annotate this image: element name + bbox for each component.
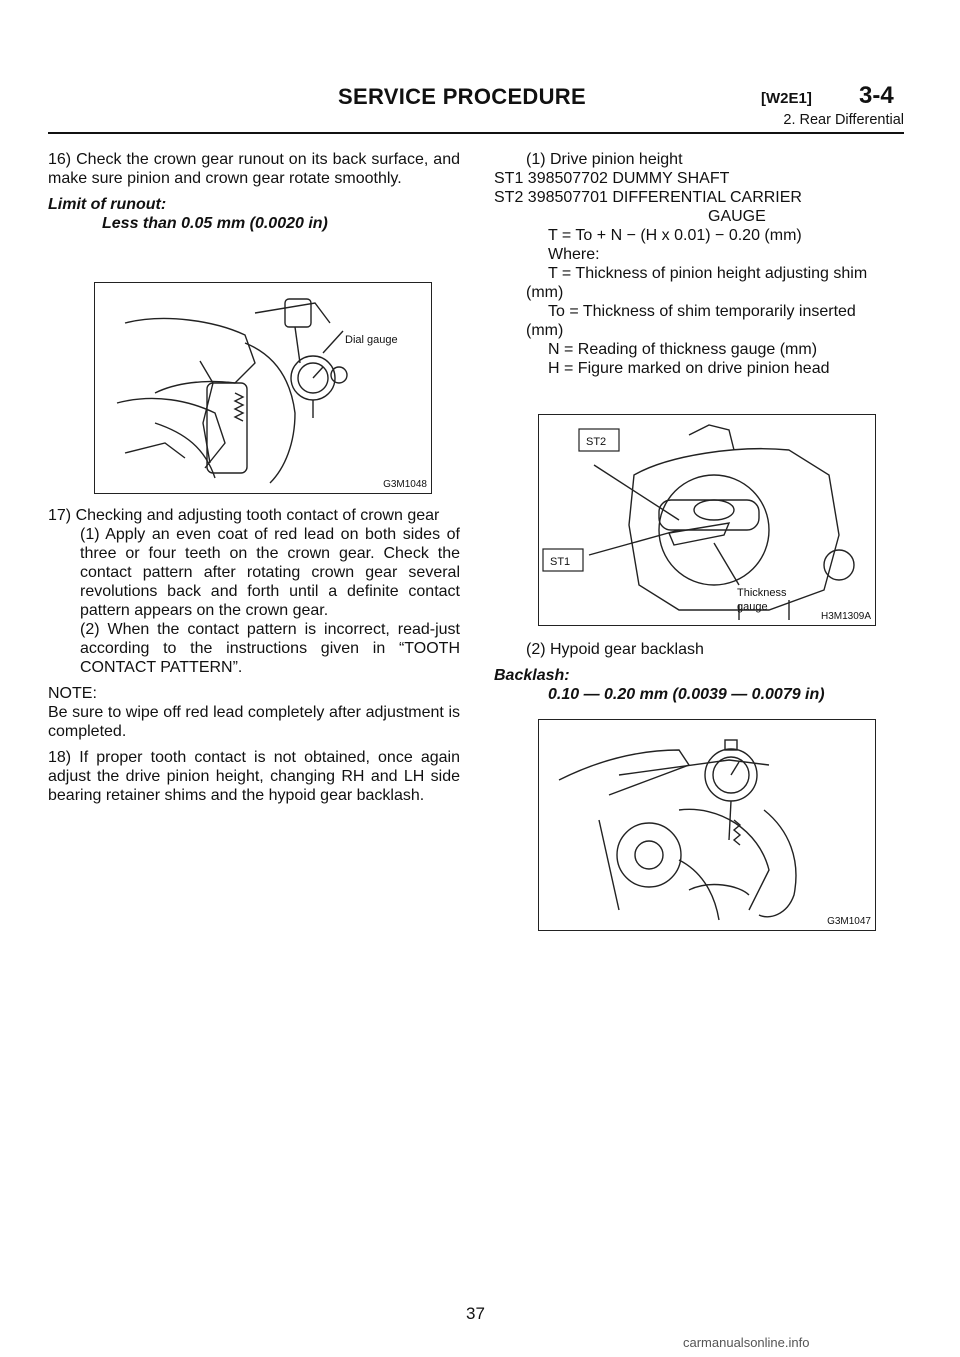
page-subtitle: 2. Rear Differential — [783, 112, 904, 128]
st1-label: ST1 — [550, 556, 571, 568]
special-tool-2-cont: GAUGE — [708, 208, 766, 225]
runout-value: Less than 0.05 mm (0.0020 in) — [102, 215, 328, 232]
section-code: [W2E1] — [761, 90, 812, 107]
figure-backlash — [538, 719, 876, 931]
watermark: carmanualsonline.info — [683, 1335, 810, 1350]
special-tool-1: ST1 398507702 DUMMY SHAFT — [494, 170, 730, 187]
special-tool-2: ST2 398507701 DIFFERENTIAL CARRIER — [494, 189, 802, 206]
left-column-lower — [48, 506, 460, 812]
where-label: Where: — [548, 246, 600, 263]
def-n: N = Reading of thickness gauge (mm) — [548, 341, 818, 358]
thickness-label: Thickness — [737, 587, 787, 599]
dial-gauge-label: Dial gauge — [345, 334, 398, 346]
item-1: (1) Drive pinion height — [526, 151, 683, 168]
def-h: H = Figure marked on drive pinion head — [548, 360, 830, 377]
item-2: (2) Hypoid gear backlash — [526, 641, 704, 658]
figure-caption: H3M1309A — [820, 611, 871, 622]
dial-gauge-illustration — [95, 283, 431, 493]
figure-dial-gauge — [94, 282, 432, 494]
step-17-1: (1) Apply an even coat of red lead on both sides of three or four teeth on the crown gear. Check the contact pattern after rotating crown gear several revolutions back and forth until a definite contact pattern appears on the crown gear. — [80, 526, 460, 619]
right-column-lower — [494, 640, 906, 704]
def-to-unit: (mm) — [526, 322, 564, 339]
note-label: NOTE: — [48, 685, 97, 702]
backlash-illustration — [539, 720, 875, 930]
def-t-unit: (mm) — [526, 284, 564, 301]
runout-label: Limit of runout: — [48, 196, 167, 213]
backlash-label: Backlash: — [494, 667, 570, 684]
backlash-value: 0.10 — 0.20 mm (0.0039 — 0.0079 in) — [548, 686, 825, 703]
step-16: 16) Check the crown gear runout on its back surface, and make sure pinion and crown gear rotate smoothly. — [48, 151, 460, 187]
def-t: T = Thickness of pinion height adjusting shim — [548, 265, 868, 282]
figure-caption: G3M1047 — [827, 916, 871, 927]
def-to: To = Thickness of shim temporarily inserted — [548, 303, 856, 320]
page-title: SERVICE PROCEDURE — [338, 84, 586, 109]
left-column — [48, 150, 460, 249]
gauge-label: gauge — [737, 601, 768, 613]
step-17-2: (2) When the contact pattern is incorrect, read-just according to the instructions given in “TOOTH CONTACT PATTERN”. — [80, 621, 460, 676]
step-18: 18) If proper tooth contact is not obtained, once again adjust the drive pinion height, changing RH and LH side bearing retainer shims and the hypoid gear backlash. — [48, 749, 460, 804]
figure-thickness-gauge — [538, 414, 876, 626]
formula: T = To + N − (H x 0.01) − 0.20 (mm) — [548, 227, 802, 244]
page-number: 37 — [466, 1304, 485, 1323]
step-17-title: 17) Checking and adjusting tooth contact of crown gear — [48, 507, 440, 524]
right-column — [494, 150, 906, 378]
carrier-gauge-illustration — [539, 415, 875, 625]
section-number: 3-4 — [859, 82, 894, 109]
note-text: Be sure to wipe off red lead completely after adjustment is completed. — [48, 704, 460, 740]
st2-label: ST2 — [586, 436, 607, 448]
figure-caption: G3M1048 — [383, 479, 427, 490]
header-rule — [48, 132, 904, 134]
